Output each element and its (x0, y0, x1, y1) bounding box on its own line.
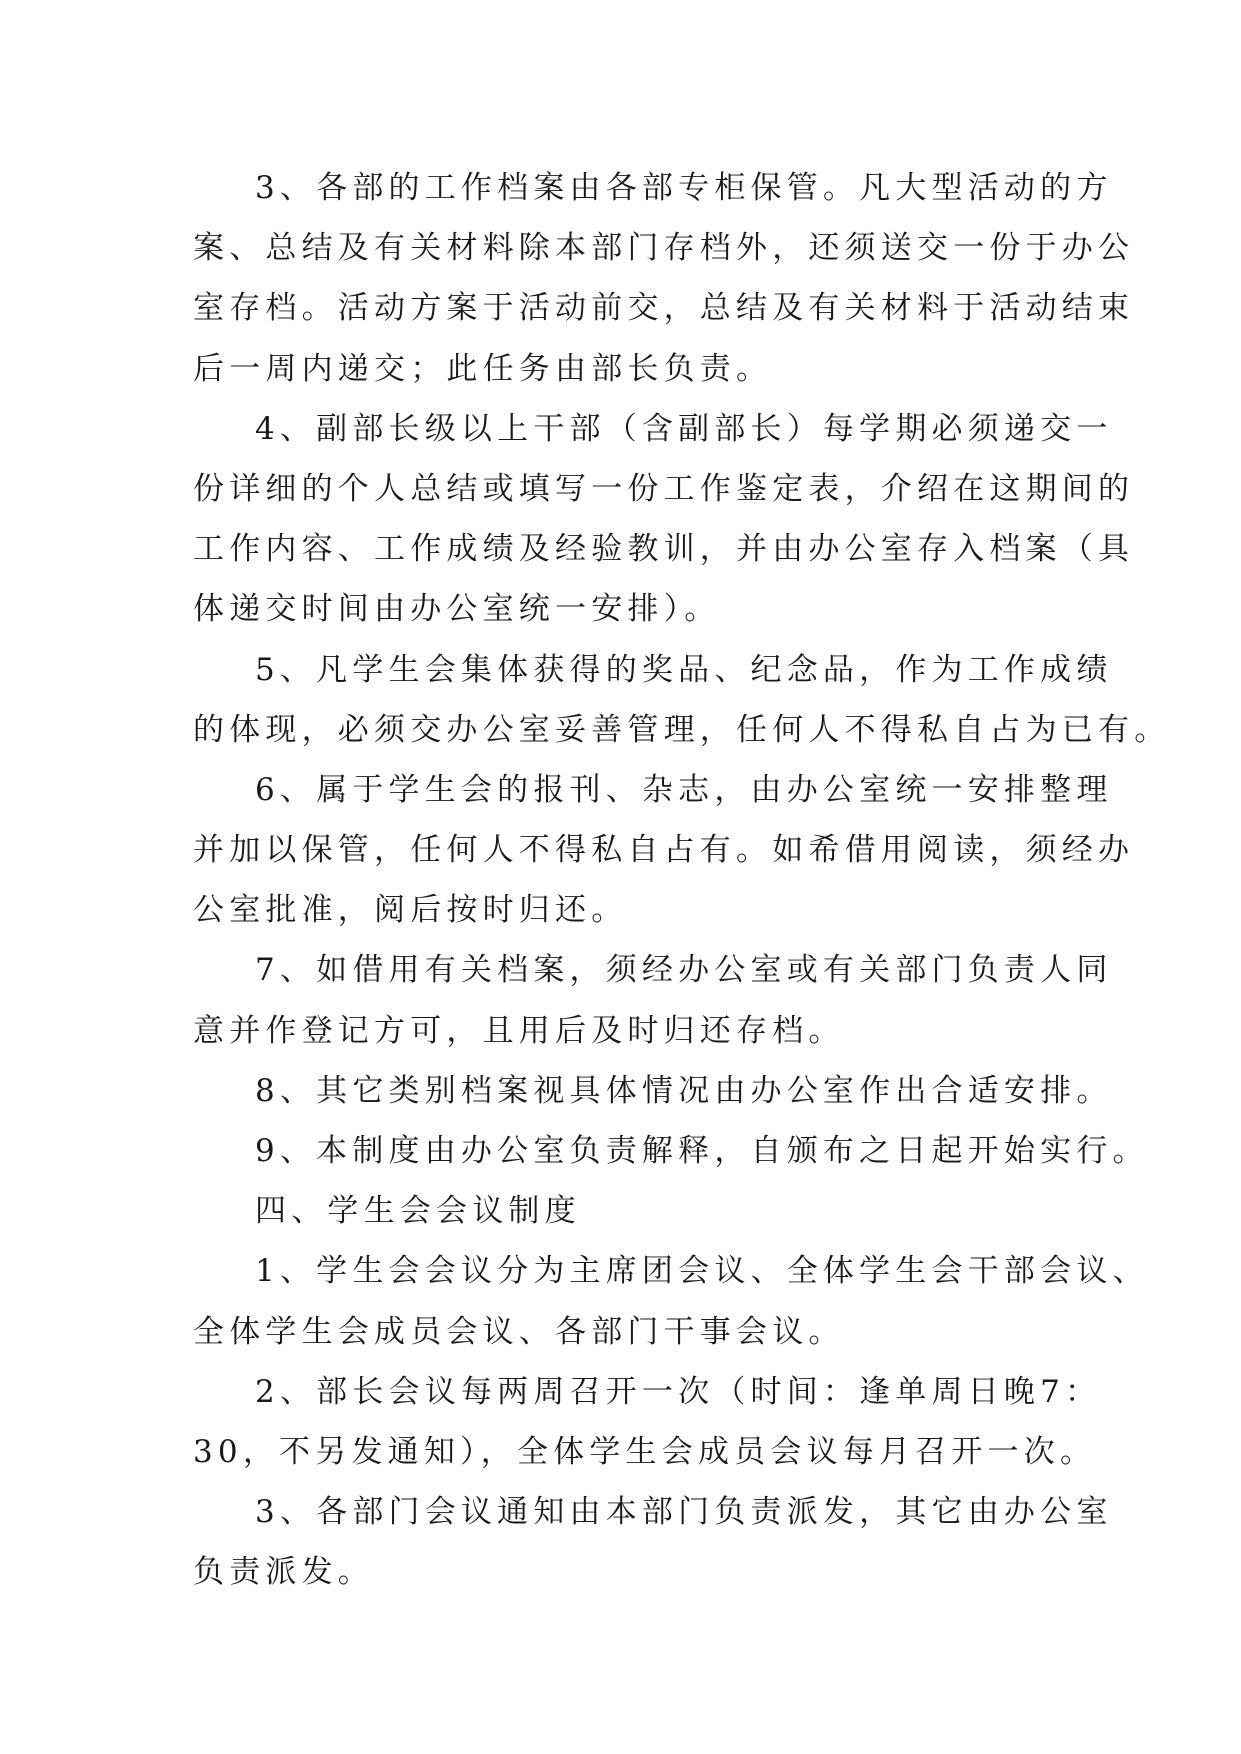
text-line: 7、如借用有关档案，须经办公室或有关部门负责人同 (255, 952, 1113, 989)
text-line: 全体学生会成员会议、各部门干事会议。 (193, 1313, 845, 1350)
text-line: 并加以保管，任何人不得私自占有。如希借用阅读，须经办 (193, 832, 1135, 869)
text-line: 后一周内递交；此任务由部长负责。 (193, 350, 773, 387)
text-line: 1、学生会会议分为主席团会议、全体学生会干部会议、 (255, 1253, 1149, 1290)
text-line: 体递交时间由办公室统一安排）。 (193, 591, 721, 628)
document-body (193, 158, 1171, 1603)
text-line: 4、副部长级以上干部（含副部长）每学期必须递交一 (255, 410, 1113, 447)
text-line: 3、各部门会议通知由本部门负责派发，其它由办公室 (255, 1494, 1113, 1531)
text-line: 公室批准，阅后按时归还。 (193, 892, 628, 929)
text-line: 3、各部的工作档案由各部专柜保管。凡大型活动的方 (255, 170, 1113, 206)
text-line: 工作内容、工作成绩及经验教训，并由办公室存入档案（具 (193, 531, 1135, 568)
text-line: 负责派发。 (193, 1554, 374, 1591)
text-line: 份详细的个人总结或填写一份工作鉴定表，介绍在这期间的 (193, 470, 1135, 507)
text-line: 8、其它类别档案视具体情况由办公室作出合适安排。 (255, 1072, 1113, 1109)
text-line: 2、部长会议每两周召开一次（时间：逢单周日晚7： (255, 1373, 1102, 1410)
text-line: 6、属于学生会的报刊、杂志，由办公室统一安排整理 (255, 771, 1113, 808)
text-line: 案、总结及有关材料除本部门存档外，还须送交一份于办公 (193, 230, 1135, 267)
text-line: 5、凡学生会集体获得的奖品、纪念品，作为工作成绩 (255, 651, 1113, 688)
text-line: 意并作登记方可，且用后及时归还存档。 (193, 1012, 845, 1049)
text-line: 的体现，必须交办公室妥善管理，任何人不得私自占为已有。 (193, 711, 1171, 748)
section-heading: 四、学生会会议制度 (255, 1193, 581, 1230)
text-line: 室存档。活动方案于活动前交，总结及有关材料于活动结束 (193, 290, 1135, 327)
text-line: 9、本制度由办公室负责解释，自颁布之日起开始实行。 (255, 1133, 1149, 1169)
text-line: 30，不另发通知），全体学生会成员会议每月召开一次。 (193, 1433, 1097, 1470)
